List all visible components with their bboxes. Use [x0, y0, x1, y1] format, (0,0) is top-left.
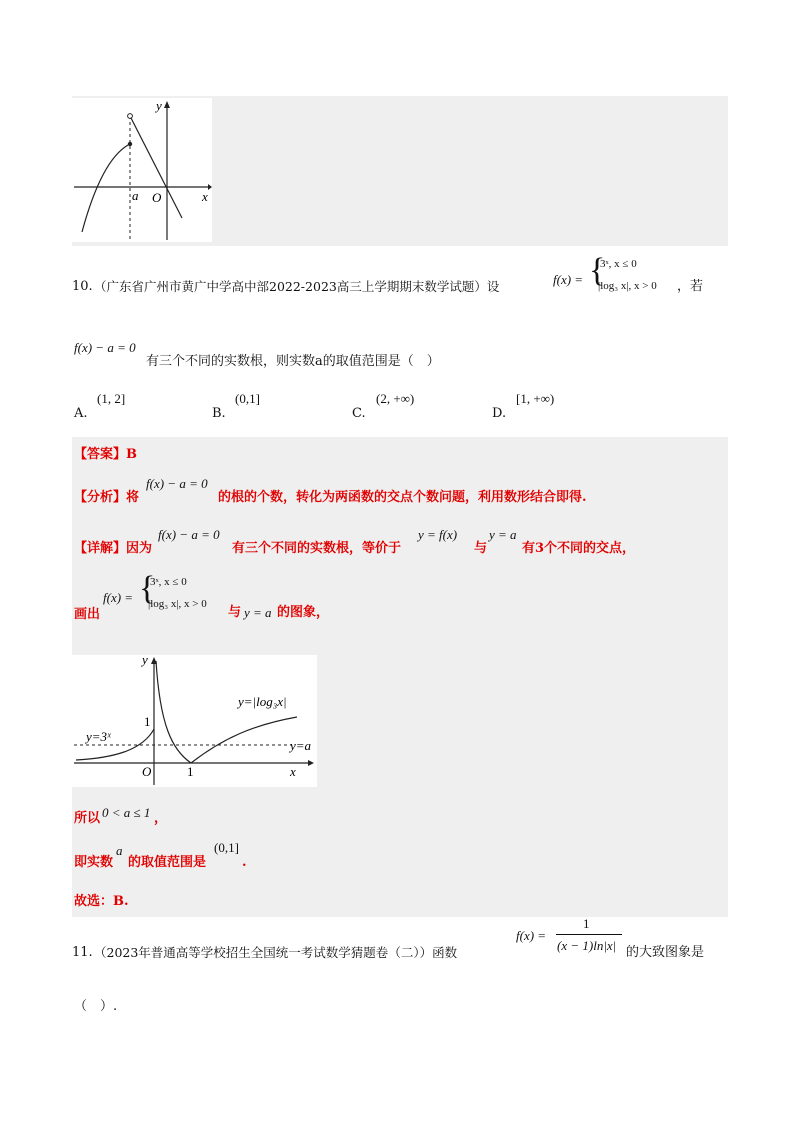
sol-o-label: O: [142, 764, 152, 779]
q11-fx: f(x) =: [516, 928, 547, 943]
option-c-value: (2, +∞): [376, 391, 415, 406]
analysis-rest: 的根的个数，转化为两函数的交点个数问题，利用数形结合即得.: [218, 490, 587, 505]
detail-eq3: y = a: [489, 527, 517, 542]
draw-case2: |log₃ x|, x > 0: [148, 598, 207, 610]
analysis-eq: f(x) − a = 0: [146, 476, 208, 491]
detail-eq: f(x) − a = 0: [158, 527, 220, 542]
q10-number: 10.: [72, 279, 93, 294]
sol-y-label: y: [142, 655, 148, 667]
option-b-letter: B.: [212, 406, 226, 421]
option-b-value: (0,1]: [235, 391, 260, 406]
sol-one-x: 1: [187, 764, 194, 779]
q11-paren: （ ）.: [74, 999, 118, 1014]
q11-source: （2023年普通高等学校招生全国统一考试数学猜题卷（二））函数: [94, 945, 458, 960]
sol-curve-left: y=3ˣ: [86, 729, 111, 744]
q10-brace: {: [589, 252, 606, 289]
detail-label: 【详解】因为: [74, 541, 153, 556]
range-val: (0,1]: [214, 840, 239, 855]
draw-brace: {: [139, 570, 156, 607]
sol-line-label: y=a: [290, 738, 312, 753]
so-label: 所以: [74, 811, 101, 826]
range-end: .: [242, 855, 247, 870]
sol-one-y: 1: [144, 714, 151, 729]
option-a-letter: A.: [74, 406, 88, 421]
detail-mid2: 与: [474, 541, 488, 556]
q10-fx: f(x) =: [553, 272, 584, 287]
draw-label: 画出: [74, 607, 101, 622]
option-c-letter: C.: [352, 406, 366, 421]
top-figure: [72, 98, 212, 242]
q10-stem: 有三个不同的实数根，则实数a的取值范围是（ ）: [146, 354, 440, 369]
draw-with: 与: [228, 605, 242, 620]
q10-after: ，若: [677, 279, 704, 294]
q11-numerator: 1: [583, 916, 590, 931]
q11-fraction-bar: [556, 934, 622, 935]
top-y-label: y: [156, 98, 162, 113]
top-figure-bg: [72, 98, 212, 242]
top-o-label: O: [152, 190, 162, 205]
so-end: ，: [154, 811, 168, 826]
q11-rest: 的大致图象是: [626, 945, 705, 960]
sol-x-label: x: [290, 764, 296, 779]
draw-fx: f(x) =: [103, 590, 134, 605]
option-a-value: (1, 2]: [97, 391, 126, 406]
detail-mid1: 有三个不同的实数根，等价于: [232, 541, 402, 556]
q10-eq: f(x) − a = 0: [74, 340, 136, 355]
solution-figure: [72, 655, 317, 787]
q10-source: （广东省广州市黄广中学高中部2022-2023高三上学期期末数学试题）设: [94, 279, 500, 294]
draw-rest: 的图象，: [277, 605, 330, 620]
draw-case1: 3ˣ, x ≤ 0: [150, 576, 187, 588]
range-mid: 的取值范围是: [128, 855, 207, 870]
range-a: a: [116, 843, 123, 858]
answer-label: 【答案】B: [74, 447, 137, 462]
range-label: 即实数: [74, 855, 114, 870]
q11-denominator: (x − 1)ln|x|: [557, 938, 617, 953]
so-eq: 0 < a ≤ 1: [102, 805, 151, 820]
detail-mid3: 有3个不同的交点，: [522, 541, 636, 556]
q11-number: 11.: [72, 945, 93, 960]
option-d-letter: D.: [492, 406, 507, 421]
draw-ya: y = a: [244, 605, 272, 620]
option-d-value: [1, +∞): [516, 391, 555, 406]
top-a-label: a: [132, 188, 139, 203]
top-x-label: x: [202, 189, 208, 204]
q10-case1: 3ˣ, x ≤ 0: [600, 258, 637, 270]
filled-dot: [128, 142, 132, 146]
sol-curve-right: y=|log₃x|: [238, 694, 287, 709]
open-dot: [128, 114, 133, 119]
q10-case2: |log₃ x|, x > 0: [598, 280, 657, 292]
analysis-label: 【分析】将: [74, 490, 140, 505]
detail-eq2: y = f(x): [418, 527, 458, 542]
choose-line: 故选：B.: [74, 894, 129, 909]
